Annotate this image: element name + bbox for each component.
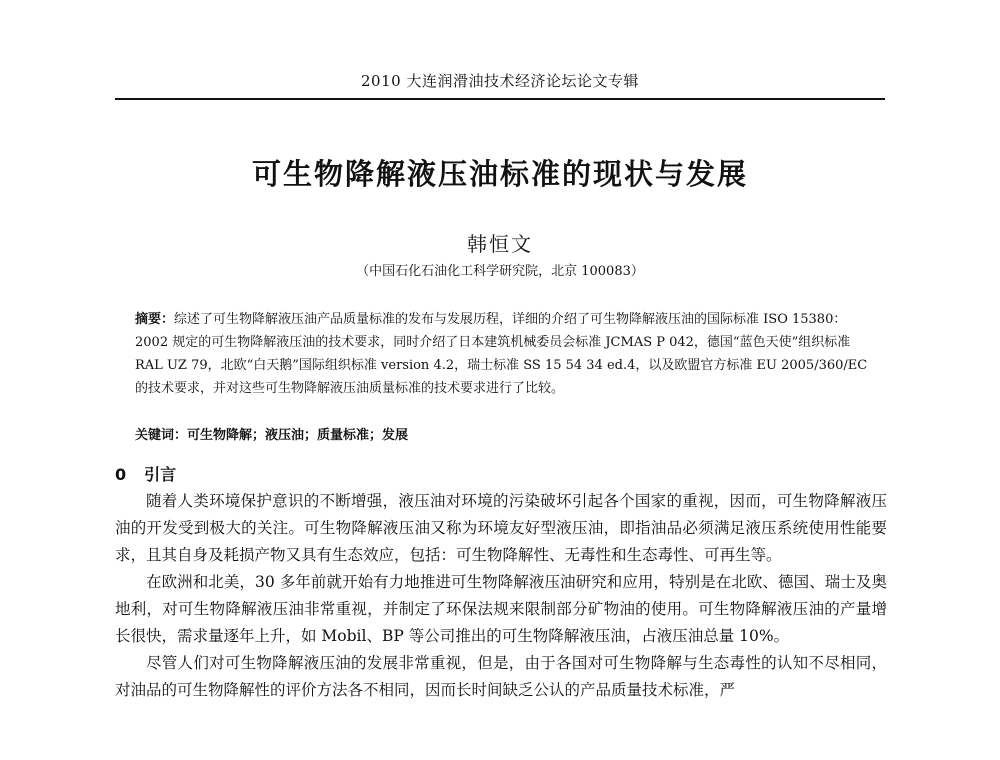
abstract-text: 综述了可生物降解液压油产品质量标准的发布与发展历程，详细的介绍了可生物降解液压油的国际标准 ISO 15380：2002 规定的可生物降解液压油的技术要求，同时介绍了日本建筑机械委员会标准 JCMAS P 042，德国“蓝色天使”组织标准 RAL UZ 79，北欧“白天鹅”国际组织标准 version 4.2，瑞士标准 SS 15 54 34 ed.4，以及欧盟官方标准 EU 2005/360/EC 的技术要求，并对这些可生物降解液压油质量标准的技术要求进行了比较。 [135,312,868,396]
paragraph: 在欧洲和北美，30 多年前就开始有力地推进可生物降解液压油研究和应用，特别是在北欧、德国、瑞士及奥地利，对可生物降解液压油非常重视，并制定了环保法规来限制部分矿物油的使用。可生物降解液压油的产量增长很快，需求量逐年上升，如 Mobil、BP 等公司推出的可生物降解液压油，占液压油总量 10%。 [115,573,887,645]
paragraph: 尽管人们对可生物降解液压油的发展非常重视，但是，由于各国对可生物降解与生态毒性的认知不尽相同，对油品的可生物降解性的评价方法各不相同，因而长时间缺乏公认的产品质量技术标准，严 [115,654,887,699]
keywords-text: 可生物降解；液压油；质量标准；发展 [187,428,409,443]
paragraph: 随着人类环境保护意识的不断增强，液压油对环境的污染破坏引起各个国家的重视，因而，可生物降解液压油的开发受到极大的关注。可生物降解液压油又称为环境友好型液压油，即指油品必须满足液压系统使用性能要求，且其自身及耗损产物又具有生态效应，包括：可生物降解性、无毒性和生态毒性、可再生等。 [115,492,887,564]
section-heading [115,462,176,485]
author-affiliation: （中国石化石油化工科学研究院，北京 100083） [356,264,644,279]
keywords-label: 关键词： [135,428,188,443]
keywords [135,424,870,443]
abstract [135,308,870,400]
running-header: 2010 大连润滑油技术经济论坛论文专辑 [361,72,639,90]
author-name: 韩恒文 [467,232,533,256]
abstract-label: 摘要： [135,312,175,327]
body-text [115,488,887,704]
section-title: 引言 [144,465,177,484]
header-divider [115,98,885,100]
paper-title: 可生物降解液压油标准的现状与发展 [251,157,748,191]
section-number: 0 [115,465,127,484]
